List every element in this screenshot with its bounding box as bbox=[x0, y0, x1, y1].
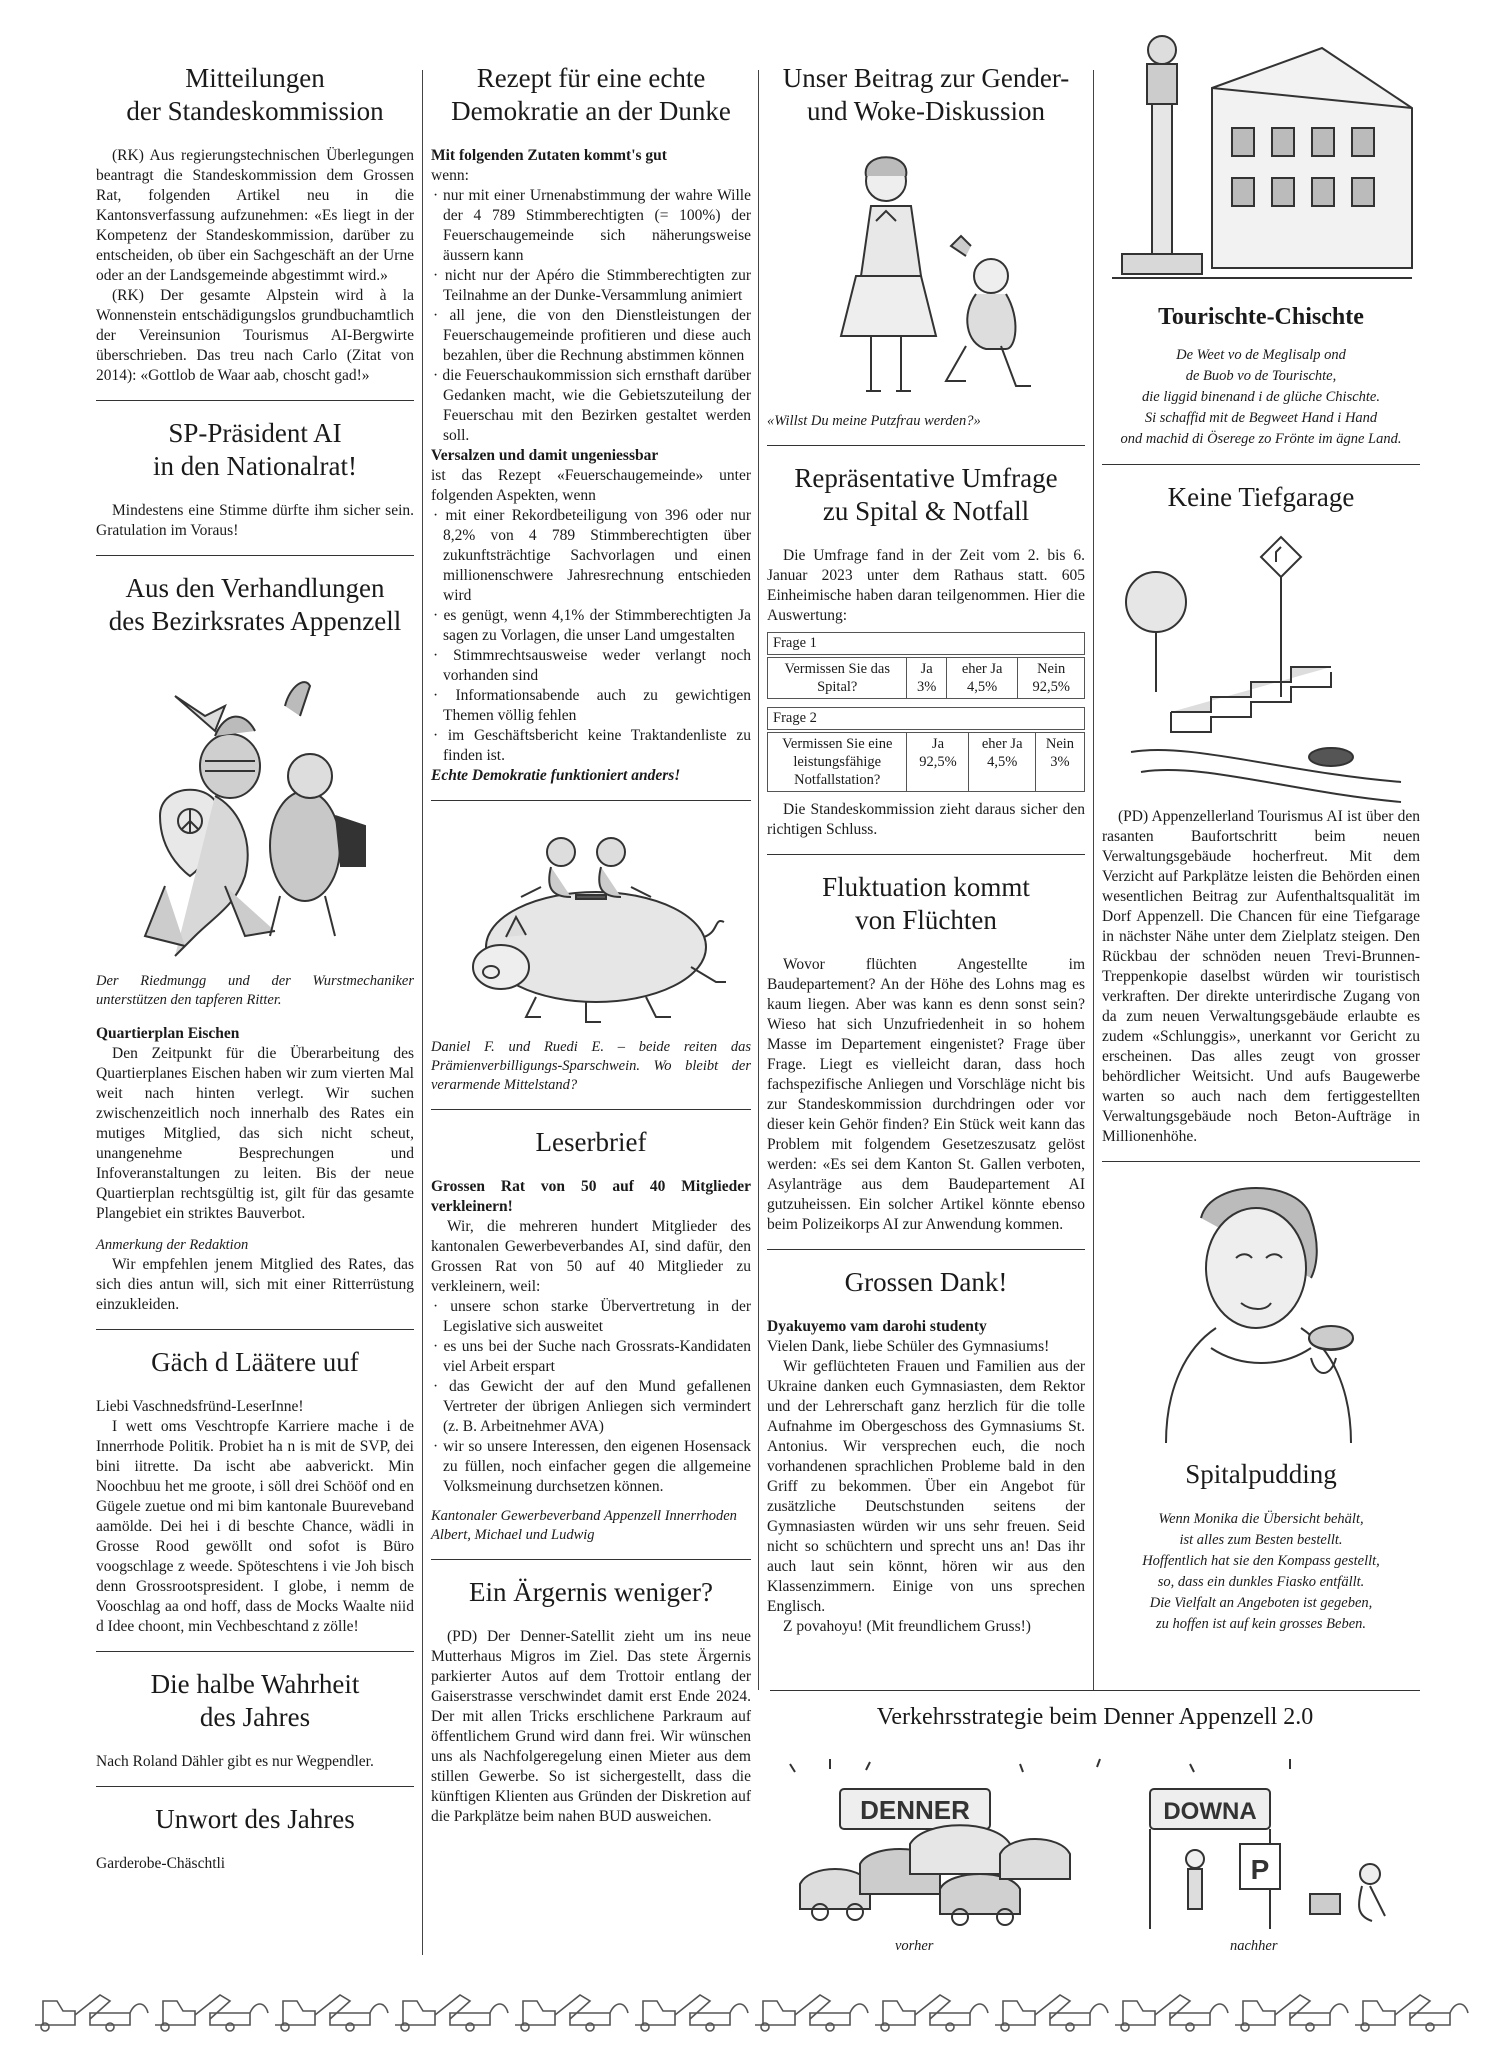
wheel bbox=[881, 2023, 889, 2031]
rezept-sub1: Mit folgenden Zutaten kommt's gut bbox=[431, 147, 667, 164]
leserbrief-sub: Grossen Rat von 50 auf 40 Mitglieder verkleinern! bbox=[431, 1178, 751, 1215]
wheel bbox=[226, 2023, 234, 2031]
gaech-p1: I wett oms Veschtropfe Karriere mache i de Innerrhode Politik. Probiet ha n is mit de SVP, dei bini iitrette. Da ischt abe aabverickt. Min Noochbuu het me groote, i söll drei Schööf ond en Gügele zuetue ond mi bim kantonale Buureveband aamölde. Dei hei i di beschte Chance, wädli in Grosse Rood gewöllt ond sofot is Büro voogschlage z weede. Spöteschtens i vie Joh bisch denn Grossrootspresident. I globe, i nemm de Vooschlag aa ond hoff, dass de Mocks Waalte niid d Idee choont, min Vechbeschtand z zölle! bbox=[96, 1418, 414, 1635]
list-item: · das Gewicht der auf den Mund gefallenen Vertreter der übrigen Anliegen sich vermindert (z. B. Arbeitnehmer AVA) bbox=[431, 1377, 751, 1437]
table-row bbox=[768, 658, 1085, 699]
section-gaech bbox=[96, 1346, 414, 1637]
svg-text:P: P bbox=[1250, 1854, 1270, 1885]
sp-p1: Mindestens eine Stimme dürfte ihm sicher sein. Gratulation im Voraus! bbox=[96, 502, 414, 539]
wheel bbox=[1361, 2023, 1369, 2031]
list-item: · nicht nur der Apéro die Stimmberechtigten zur Teilnahme an der Dunke-Versammlung animiert bbox=[431, 266, 751, 306]
mitteilungen-title: Mitteilungen der Standeskommission bbox=[126, 63, 384, 126]
leserbrief-sig2: Albert, Michael und Ludwig bbox=[431, 1527, 595, 1543]
column-3 bbox=[767, 62, 1085, 1647]
machine-silhouette bbox=[1235, 1995, 1348, 2025]
verkehr-title: Verkehrsstrategie beim Denner Appenzell 2.0 bbox=[876, 1704, 1314, 1730]
section-halbe bbox=[96, 1668, 414, 1772]
mitteilungen-p1: (RK) Aus regierungstechnischen Überlegungen beantragt die Standeskommission dem Grossen Rat, folgenden Artikel neu in die Kantonsverfassung aufzunehmen: «Es liegt in der Kompetenz der Standeskommission, darüber zu entscheiden, ob über ein Sachgeschäft an der Urne oder an der Landsgemeinde abgestimmt wird.» bbox=[96, 147, 414, 284]
poll-cell-ja: Ja 92,5% bbox=[907, 733, 969, 792]
wheel bbox=[401, 2023, 409, 2031]
machine-silhouette bbox=[755, 1995, 868, 2025]
section-fluktuation bbox=[767, 871, 1085, 1235]
poll-question-1-label: Frage 1 bbox=[767, 632, 1085, 655]
leserbrief-title: Leserbrief bbox=[535, 1127, 647, 1157]
gender-title: Unser Beitrag zur Gender- und Woke-Diskussion bbox=[782, 63, 1070, 126]
tiefgarage-p1: (PD) Appenzellerland Tourismus AI ist über den rasanten Baufortschritt beim neuen Verwaltungsgebäude hocherfreut. Mit dem Verzicht auf Parkplätze leisten die Behörden einen wesentlichen Beitrag zur Aufenthaltsqualität im Dorf Appenzell. Die Chancen für eine Tiefgarage in nächster Nähe unter dem Zielplatz steigen. Den Rückbau der schnöden neuen Trevi-Brunnen-Treppenkopie daselbst würden wir touristisch verkraften. Der direkte unterirdische Zugang von da zum neuen Verwaltungsgebäude erlaubte es zudem «Schlunggis», unerkannt vor Gericht zu erscheinen. Das alles zeugt von grosser behördlicher Weitsicht. Und aufs Baugewerbe warten so auch nach dem fertiggestellten Verwaltungsgebäude noch Beton-Aufträge in Millionenhöhe. bbox=[1102, 808, 1420, 1145]
rule bbox=[1102, 1161, 1420, 1162]
wheel bbox=[586, 2023, 594, 2031]
spital-verse bbox=[1102, 1509, 1420, 1635]
bezirksrat-p1: Den Zeitpunkt für die Überarbeitung des Quartierplanes Eischen haben wir zum vierten Mal weit nach hinten verlegt. Wir suchen zwischenzeitlich noch innerhalb des Rates ein mutiges Mitglied, das sich nicht scheut, unangenehme Besprechungen und Infoveranstaltungen zu leiten. Bis der neue Quartierplan rechtsgültig ist, gilt für das gesamte Plangebiet ein striktes Bauverbot. bbox=[96, 1045, 414, 1222]
rule bbox=[96, 1786, 414, 1787]
list-item: · nur mit einer Urnenabstimmung der wahre Wille der 4 789 Stimmberechtigten (= 100%) der Feuerschaugemeinde sich näherungsweise äussern kann bbox=[431, 186, 751, 266]
machine-silhouette bbox=[275, 1995, 388, 2025]
column-rule-3 bbox=[1093, 70, 1094, 1690]
dank-title: Grossen Dank! bbox=[844, 1267, 1008, 1297]
denner-sign: DENNER bbox=[860, 1795, 970, 1825]
verse-line: Wenn Monika die Übersicht behält, bbox=[1158, 1511, 1364, 1527]
rule bbox=[1102, 464, 1420, 465]
poll-table-2 bbox=[767, 732, 1085, 792]
wheel bbox=[1066, 2023, 1074, 2031]
section-sp bbox=[96, 417, 414, 541]
bezirksrat-sub: Quartierplan Eischen bbox=[96, 1025, 240, 1042]
aergernis-title: Ein Ärgernis weniger? bbox=[469, 1577, 713, 1607]
verse-line: so, dass ein dunkles Fiasko entfällt. bbox=[1157, 1574, 1365, 1590]
dank-sub2: Vielen Dank, liebe Schüler des Gymnasiums! bbox=[767, 1338, 1050, 1355]
bezirksrat-title: Aus den Verhandlungen des Bezirksrates Appenzell bbox=[108, 573, 402, 636]
dank-p1: Wir geflüchteten Frauen und Familien aus der Ukraine danken euch Gymnasiasten, dem Rektor und der Lehrerschaft ganz herzlich für die tolle Aufnahme im Obergeschoss des Gymnasiums St. Antonius. Wir versprechen euch, die noch vorhandenen sprachlichen Probleme bald in den Griff zu bekommen. Über ein Angebot für zusätzliche Deutschstunden seitens der Gymnasiasten würden wir uns sehr freuen. Seid nicht so schüchtern und sprecht uns an! Das ihr auch laut sein könnt, hören wir aus den Klassenzimmern. Einige von uns sprechen Englisch. bbox=[767, 1358, 1085, 1615]
verse-line: ond machid di Öserege zo Frönte im ägne Land. bbox=[1120, 431, 1402, 447]
tourischte-verse bbox=[1102, 345, 1420, 450]
bezirksrat-caption: Der Riedmungg und der Wurstmechaniker unterstützen den tapferen Ritter. bbox=[96, 973, 414, 1008]
verse-line: die liggid binenand i de glüche Chischte. bbox=[1142, 389, 1380, 405]
rule bbox=[96, 555, 414, 556]
poll-table-1 bbox=[767, 657, 1085, 699]
verse-line: ist alles zum Besten bestellt. bbox=[1179, 1532, 1343, 1548]
rezept-sub2b: ist das Rezept «Feuerschaugemeinde» unter folgenden Aspekten, wenn bbox=[431, 467, 751, 504]
halbe-p1: Nach Roland Dähler gibt es nur Wegpendler. bbox=[96, 1753, 374, 1770]
wheel bbox=[346, 2023, 354, 2031]
label-vorher: vorher bbox=[895, 1938, 934, 1954]
stairs-sign-sketch-icon bbox=[1111, 532, 1411, 807]
wheel bbox=[521, 2023, 529, 2031]
list-item: · Stimmrechtsausweise weder verlangt noch vorhanden sind bbox=[431, 646, 751, 686]
rezept-title: Rezept für eine echte Demokratie an der Dunke bbox=[451, 63, 731, 126]
rule bbox=[767, 1249, 1085, 1250]
unwort-p1: Garderobe-Chäschtli bbox=[96, 1855, 226, 1872]
knight-sketch-icon bbox=[105, 656, 405, 966]
woman-pudding-sketch-icon bbox=[1141, 1178, 1381, 1448]
spital-title: Spitalpudding bbox=[1185, 1459, 1337, 1489]
list-item: · es uns bei der Suche nach Grossrats-Kandidaten viel Arbeit erspart bbox=[431, 1337, 751, 1377]
leserbrief-sig1: Kantonaler Gewerbeverband Appenzell Innerrhoden bbox=[431, 1508, 737, 1524]
dank-p2: Z povahoyu! (Mit freundlichem Gruss!) bbox=[783, 1618, 1031, 1635]
rule bbox=[431, 1559, 751, 1560]
gaech-greeting: Liebi Vaschnedsfründ-LeserInne! bbox=[96, 1398, 304, 1415]
list-item: · im Geschäftsbericht keine Traktandenliste zu finden ist. bbox=[431, 726, 751, 766]
machine-silhouette bbox=[875, 1995, 988, 2025]
verse-line: zu hoffen ist auf kein grosses Beben. bbox=[1155, 1616, 1367, 1632]
verse-line: Hoffentlich hat sie den Kompass gestellt, bbox=[1142, 1553, 1380, 1569]
couple-sketch-icon bbox=[796, 146, 1056, 406]
section-dank bbox=[767, 1266, 1085, 1637]
denner-cars-sketch-icon bbox=[770, 1744, 1420, 1944]
section-tourischte bbox=[1102, 28, 1420, 450]
section-tiefgarage bbox=[1102, 481, 1420, 1147]
column-4 bbox=[1102, 28, 1420, 1645]
verse-line: Si schaffid mit de Begweet Hand i Hand bbox=[1144, 410, 1378, 426]
wheel bbox=[761, 2023, 769, 2031]
poll-cell-nein: Nein 3% bbox=[1035, 733, 1084, 792]
umfrage-title: Repräsentative Umfrage zu Spital & Notfall bbox=[794, 463, 1058, 526]
wheel bbox=[466, 2023, 474, 2031]
wheel bbox=[1001, 2023, 1009, 2031]
sp-title: SP-Präsident AI in den Nationalrat! bbox=[153, 418, 357, 481]
wheel bbox=[1186, 2023, 1194, 2031]
tiefgarage-title: Keine Tiefgarage bbox=[1167, 482, 1355, 512]
unwort-title: Unwort des Jahres bbox=[155, 1804, 355, 1834]
poll-cell-eher-ja: eher Ja 4,5% bbox=[946, 658, 1017, 699]
rezept-caption: Daniel F. und Ruedi E. – beide reiten das Prämienverbilligungs-Sparschwein. Wo bleibt der verarmende Mittelstand? bbox=[431, 1039, 751, 1093]
list-item: · mit einer Rekordbeteiligung von 396 oder nur 8,2% von 4 789 Stimmberechtigten über zukunftsträchtige Sachvorlagen und einen millionenschwere Jahresrechnung entschieden wird bbox=[431, 506, 751, 606]
poll-question-2-label: Frage 2 bbox=[767, 707, 1085, 730]
table-row bbox=[768, 733, 1085, 792]
section-aergernis bbox=[431, 1576, 751, 1827]
dank-sub1: Dyakuyemo vam darohi studenty bbox=[767, 1318, 987, 1335]
poll-question-text: Vermissen Sie das Spital? bbox=[768, 658, 907, 699]
downa-sign: DOWNA bbox=[1163, 1798, 1257, 1825]
rule bbox=[431, 1109, 751, 1110]
halbe-title: Die halbe Wahrheit des Jahres bbox=[150, 1669, 360, 1732]
verse-line: de Buob vo de Tourischte, bbox=[1185, 368, 1337, 384]
aergernis-p1: (PD) Der Denner-Satellit zieht um ins neue Mutterhaus Migros im Ziel. Das stete Ärgernis parkierter Autos auf dem Trottoir entlang der Gaiserstrasse verschwindet damit erst Ende 2024. Der mit allen Tricks erschlichene Parkraum auf öffentlichem Grund wird dann frei. Wir wünschen uns als Nachfolgeregelung einen Mieter aus dem stillen Gewerbe. So ist sichergestellt, dass die künftigen Klienten aus Gründen der Diskretion auf die Parkplätze beim nahen BUD ausweichen. bbox=[431, 1628, 751, 1825]
list-item: · all jene, die von den Dienstleistungen der Feuerschaugemeinde profitieren und diese auch bezahlen, über die Rechnung abstimmen können bbox=[431, 306, 751, 366]
poll-cell-nein: Nein 92,5% bbox=[1018, 658, 1085, 699]
wheel bbox=[1426, 2023, 1434, 2031]
wheel bbox=[106, 2023, 114, 2031]
house-fountain-sketch-icon bbox=[1102, 28, 1420, 290]
rule bbox=[767, 854, 1085, 855]
fluktuation-title: Fluktuation kommt von Flüchten bbox=[822, 872, 1030, 935]
poll-cell-ja: Ja 3% bbox=[907, 658, 946, 699]
section-leserbrief bbox=[431, 1126, 751, 1545]
bezirksrat-note-head: Anmerkung der Redaktion bbox=[96, 1237, 249, 1253]
wheel bbox=[826, 2023, 834, 2031]
rezept-list1 bbox=[431, 186, 751, 446]
rule bbox=[96, 1651, 414, 1652]
machine-silhouette bbox=[35, 1995, 148, 2025]
construction-machines-strip-icon bbox=[30, 1985, 1470, 2033]
machine-silhouette bbox=[1355, 1995, 1468, 2025]
wheel bbox=[1241, 2023, 1249, 2031]
poll-cell-eher-ja: eher Ja 4,5% bbox=[969, 733, 1035, 792]
leserbrief-list bbox=[431, 1297, 751, 1497]
list-item: · Informationsabende auch zu gewichtigen Themen völlig fehlen bbox=[431, 686, 751, 726]
umfrage-p2: Die Standeskommission zieht daraus sicher den richtigen Schluss. bbox=[767, 801, 1085, 838]
wheel bbox=[41, 2023, 49, 2031]
tourischte-title: Tourischte-Chischte bbox=[1158, 304, 1364, 330]
machine-silhouette bbox=[995, 1995, 1108, 2025]
wheel bbox=[1121, 2023, 1129, 2031]
column-rule-1 bbox=[422, 70, 423, 1955]
list-item: · es genügt, wenn 4,1% der Stimmberechtigten Ja sagen zu Vorlagen, die unser Land umgestalten bbox=[431, 606, 751, 646]
column-1 bbox=[96, 62, 414, 1884]
rezept-sub2: Versalzen und damit ungeniessbar bbox=[431, 447, 659, 464]
section-verkehr bbox=[770, 1690, 1420, 1954]
list-item: · unsere schon starke Übervertretung in der Legislative sich ausweitet bbox=[431, 1297, 751, 1337]
machine-silhouette bbox=[155, 1995, 268, 2025]
rule bbox=[96, 400, 414, 401]
machine-silhouette bbox=[515, 1995, 628, 2025]
mitteilungen-p2: (RK) Der gesamte Alpstein wird à la Wonnenstein entschädigungslos grundbuchamtlich der Vereinsunion Tourismus AI-Bergwirte überschrieben. Das treu nach Carlo (Zitat von 2014): «Gottlob de Waar aab, choscht gad!» bbox=[96, 287, 414, 384]
section-mitteilungen bbox=[96, 62, 414, 386]
rule bbox=[431, 800, 751, 801]
rule bbox=[770, 1690, 1420, 1691]
umfrage-p1: Die Umfrage fand in der Zeit vom 2. bis 6. Januar 2023 unter dem Rathaus statt. 605 Einheimische haben daran teilgenommen. Hier die Auswertung: bbox=[767, 547, 1085, 624]
label-nachher: nachher bbox=[1230, 1938, 1278, 1954]
rule bbox=[96, 1329, 414, 1330]
column-2 bbox=[431, 62, 751, 1837]
rule bbox=[767, 445, 1085, 446]
wheel bbox=[641, 2023, 649, 2031]
section-gender bbox=[767, 62, 1085, 431]
machine-silhouette bbox=[1115, 1995, 1228, 2025]
section-rezept bbox=[431, 62, 751, 1095]
bezirksrat-p2: Wir empfehlen jenem Mitglied des Rates, das sich dies antun will, sich mit einer Ritterrüstung einzukleiden. bbox=[96, 1256, 414, 1313]
wheel bbox=[706, 2023, 714, 2031]
section-spital bbox=[1102, 1178, 1420, 1635]
section-bezirksrat bbox=[96, 572, 414, 1315]
machine-silhouette bbox=[395, 1995, 508, 2025]
column-rule-2 bbox=[758, 70, 759, 1690]
verse-line: Die Vielfalt an Angeboten ist gegeben, bbox=[1149, 1595, 1373, 1611]
list-item: · die Feuerschaukommission sich ernsthaft darüber Gedanken macht, wie die Gebietszuteilung der Feuerschau mit den Bezirken gestaltet werden soll. bbox=[431, 366, 751, 446]
rezept-list2 bbox=[431, 506, 751, 766]
wheel bbox=[1306, 2023, 1314, 2031]
gaech-title: Gäch d Läätere uuf bbox=[151, 1347, 359, 1377]
rezept-closing: Echte Demokratie funktioniert anders! bbox=[431, 767, 681, 784]
wheel bbox=[161, 2023, 169, 2031]
verse-line: De Weet vo de Meglisalp ond bbox=[1176, 347, 1346, 363]
poll-question-text: Vermissen Sie eine leistungsfähige Notfallstation? bbox=[768, 733, 907, 792]
list-item: · wir so unsere Interessen, den eigenen Hosensack zu füllen, noch einfacher gegen die allgemeine Volksmeinung durchsetzen können. bbox=[431, 1437, 751, 1497]
gender-caption: «Willst Du meine Putzfrau werden?» bbox=[767, 413, 981, 429]
rezept-sub1b: wenn: bbox=[431, 167, 469, 184]
machine-silhouette bbox=[635, 1995, 748, 2025]
pig-sketch-icon bbox=[446, 817, 736, 1032]
leserbrief-p1: Wir, die mehreren hundert Mitglieder des kantonalen Gewerbeverbandes AI, sind dafür, den Grossen Rat von 50 auf 40 Mitglieder zu verkleinern, weil: bbox=[431, 1218, 751, 1295]
wheel bbox=[281, 2023, 289, 2031]
section-umfrage bbox=[767, 462, 1085, 840]
section-unwort bbox=[96, 1803, 414, 1874]
wheel bbox=[946, 2023, 954, 2031]
fluktuation-p1: Wovor flüchten Angestellte im Baudepartement? An der Höhe des Lohns mag es kaum liegen. Aber was kann es denn sonst sein? Wieso hat sich Unzufriedenheit in so hohem Masse im Departement eingenistet? Frage über Frage. Liegt es vielleicht daran, dass hoch fachspezifische Anliegen und Vorschläge nicht bis zur Standeskommission durchdringen oder vor dieser kein Gehör finden? Ein Stück weit kann das Problem mit folgendem Gesetzeszusatz gelöst werden: «Es sei dem Kanton St. Gallen verboten, Asylanträge aus dem Baudepartement AI gutzuheissen. Ein solcher Artikel könnte ebenso beim Polizeikorps AI zur Anwendung kommen. bbox=[767, 956, 1085, 1233]
